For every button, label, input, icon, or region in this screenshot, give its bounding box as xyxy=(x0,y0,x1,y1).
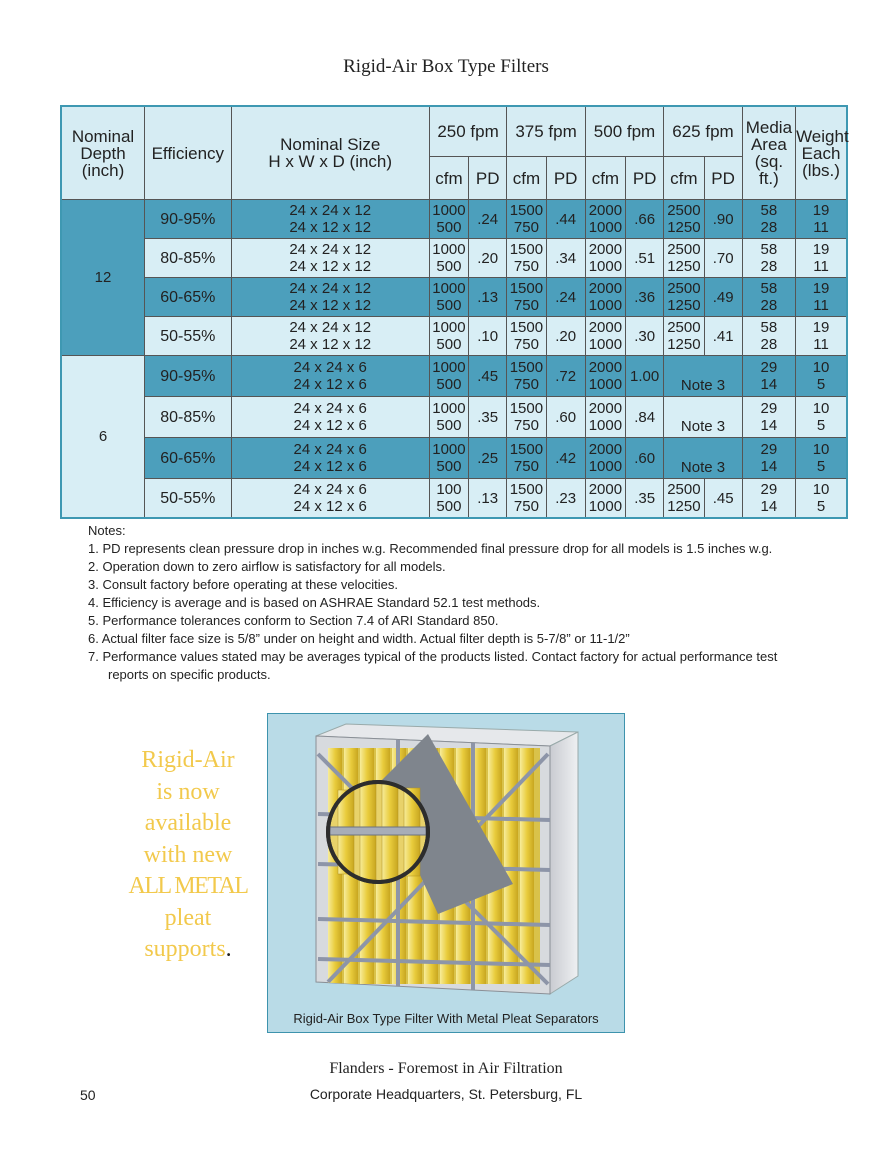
pd-cell: .24 xyxy=(469,200,507,239)
pd-cell: .66 xyxy=(626,200,664,239)
pd-cell: .72 xyxy=(546,356,585,397)
efficiency-cell: 60-65% xyxy=(145,438,232,479)
table-header xyxy=(61,106,847,200)
pd-cell: .45 xyxy=(469,356,507,397)
efficiency-cell: 90-95% xyxy=(145,356,232,397)
media-area-cell: 58 28 xyxy=(742,317,795,356)
table-row xyxy=(61,397,847,438)
cfm-cell: 2500 1250 xyxy=(664,278,704,317)
pd-cell: .84 xyxy=(626,397,664,438)
header-pd: PD xyxy=(546,157,585,200)
pd-cell: .34 xyxy=(546,239,585,278)
note-item: 7. Performance values stated may be averages typical of the products listed. Contact factory for actual performance test xyxy=(88,649,778,664)
table-row xyxy=(61,479,847,519)
pd-cell: .13 xyxy=(469,278,507,317)
media-area-cell: 29 14 xyxy=(742,438,795,479)
promo-line: available xyxy=(144,810,232,836)
header-media-area: Media Area (sq. ft.) xyxy=(742,106,795,200)
depth-cell: 12 xyxy=(61,200,145,356)
pd-cell: .60 xyxy=(546,397,585,438)
pd-cell: .60 xyxy=(626,438,664,479)
header-250-fpm: 250 fpm xyxy=(429,106,506,157)
cfm-cell: 2500 1250 xyxy=(664,317,704,356)
pd-cell: .24 xyxy=(546,278,585,317)
promo-line: is now xyxy=(156,778,220,805)
cfm-cell: 100 500 xyxy=(429,479,468,519)
weight-cell: 19 11 xyxy=(796,239,847,278)
cfm-cell: 2500 1250 xyxy=(664,239,704,278)
cfm-cell: 1000 500 xyxy=(429,356,468,397)
product-image-panel xyxy=(267,713,625,1033)
cfm-cell: 1500 750 xyxy=(507,239,546,278)
pd-cell: .44 xyxy=(546,200,585,239)
weight-cell: 10 5 xyxy=(796,438,847,479)
weight-cell: 10 5 xyxy=(796,397,847,438)
table-row xyxy=(61,278,847,317)
pd-cell: .35 xyxy=(469,397,507,438)
header-cfm: cfm xyxy=(429,157,468,200)
cfm-cell: 2000 1000 xyxy=(585,438,625,479)
promo-line: with new xyxy=(143,841,233,868)
pd-cell: .20 xyxy=(546,317,585,356)
cfm-cell: 1000 500 xyxy=(429,239,468,278)
header-cfm: cfm xyxy=(664,157,704,200)
header-cfm: cfm xyxy=(585,157,625,200)
table-row xyxy=(61,438,847,479)
pd-cell: .35 xyxy=(626,479,664,519)
footer-tagline: Flanders - Foremost in Air Filtration xyxy=(329,1060,563,1077)
pd-cell: .49 xyxy=(704,278,742,317)
cfm-cell: 2500 1250 xyxy=(664,200,704,239)
note-item: 2. Operation down to zero airflow is satisfactory for all models. xyxy=(88,559,446,574)
size-cell: 24 x 24 x 12 24 x 12 x 12 xyxy=(231,200,429,239)
promo-line: pleat xyxy=(164,904,212,931)
header-pd: PD xyxy=(469,157,507,200)
media-area-cell: 58 28 xyxy=(742,239,795,278)
header-pd: PD xyxy=(704,157,742,200)
efficiency-cell: 50-55% xyxy=(145,479,232,519)
cfm-cell: 1500 750 xyxy=(507,200,546,239)
note-item: 3. Consult factory before operating at these velocities. xyxy=(88,577,399,592)
media-area-cell: 58 28 xyxy=(742,200,795,239)
efficiency-cell: 60-65% xyxy=(145,278,232,317)
header-500-fpm: 500 fpm xyxy=(585,106,663,157)
header-weight: Weight Each (lbs.) xyxy=(796,106,847,200)
pd-cell: .13 xyxy=(469,479,507,519)
pd-cell: .10 xyxy=(469,317,507,356)
note-item: 1. PD represents clean pressure drop in inches w.g. Recommended final pressure drop for all models is 1.5 inches w.g. xyxy=(88,541,773,556)
cfm-cell: 2000 1000 xyxy=(585,239,625,278)
pd-cell: .42 xyxy=(546,438,585,479)
cfm-cell: 1000 500 xyxy=(429,200,468,239)
pd-cell: .70 xyxy=(704,239,742,278)
cfm-cell: 2000 1000 xyxy=(585,479,625,519)
table-row xyxy=(61,239,847,278)
size-cell: 24 x 24 x 12 24 x 12 x 12 xyxy=(231,278,429,317)
cfm-cell: 1500 750 xyxy=(507,397,546,438)
promo-line: supports. xyxy=(144,936,232,962)
pd-cell: .30 xyxy=(626,317,664,356)
notes-section xyxy=(88,522,848,684)
cfm-cell: 1500 750 xyxy=(507,438,546,479)
pd-cell: 1.00 xyxy=(626,356,664,397)
header-625-fpm: 625 fpm xyxy=(664,106,742,157)
image-caption: Rigid-Air Box Type Filter With Metal Pleat Separators xyxy=(293,1011,599,1026)
cfm-cell: 2000 1000 xyxy=(585,397,625,438)
cfm-cell: 1000 500 xyxy=(429,317,468,356)
cfm-cell: 2000 1000 xyxy=(585,200,625,239)
efficiency-cell: 90-95% xyxy=(145,200,232,239)
weight-cell: 19 11 xyxy=(796,200,847,239)
size-cell: 24 x 24 x 12 24 x 12 x 12 xyxy=(231,317,429,356)
pd-cell: .41 xyxy=(704,317,742,356)
cfm-cell: 1500 750 xyxy=(507,356,546,397)
efficiency-cell: 80-85% xyxy=(145,397,232,438)
note-item: 6. Actual filter face size is 5/8” under on height and width. Actual filter depth is 5-7/8” or 11-1/2” xyxy=(88,631,630,646)
note-item: 4. Efficiency is average and is based on ASHRAE Standard 52.1 test methods. xyxy=(88,595,541,610)
table-row xyxy=(61,356,847,397)
efficiency-cell: 80-85% xyxy=(145,239,232,278)
size-cell: 24 x 24 x 6 24 x 12 x 6 xyxy=(231,438,429,479)
size-cell: 24 x 24 x 6 24 x 12 x 6 xyxy=(231,397,429,438)
header-nominal-size: Nominal Size H x W x D (inch) xyxy=(231,106,429,200)
footer-headquarters: Corporate Headquarters, St. Petersburg, FL xyxy=(309,1086,583,1102)
notes-heading: Notes: xyxy=(88,523,126,538)
pd-cell: .25 xyxy=(469,438,507,479)
pd-cell: .51 xyxy=(626,239,664,278)
cfm-cell: 1000 500 xyxy=(429,438,468,479)
cfm-cell: 1500 750 xyxy=(507,479,546,519)
pd-cell: .36 xyxy=(626,278,664,317)
weight-cell: 10 5 xyxy=(796,356,847,397)
header-pd: PD xyxy=(626,157,664,200)
promo-line: Rigid-Air xyxy=(141,747,235,773)
size-cell: 24 x 24 x 6 24 x 12 x 6 xyxy=(231,356,429,397)
cfm-cell: 2500 1250 xyxy=(664,479,704,519)
cfm-cell: 1500 750 xyxy=(507,317,546,356)
header-cfm: cfm xyxy=(507,157,546,200)
note-3-cell: Note 3 xyxy=(664,397,742,438)
media-area-cell: 29 14 xyxy=(742,397,795,438)
table-row xyxy=(61,200,847,239)
promo-text xyxy=(118,745,258,966)
filter-spec-table xyxy=(60,105,848,519)
pd-cell: .23 xyxy=(546,479,585,519)
table-row xyxy=(61,317,847,356)
size-cell: 24 x 24 x 12 24 x 12 x 12 xyxy=(231,239,429,278)
pd-cell: .20 xyxy=(469,239,507,278)
page-title: Rigid-Air Box Type Filters xyxy=(343,56,549,77)
efficiency-cell: 50-55% xyxy=(145,317,232,356)
cfm-cell: 2000 1000 xyxy=(585,356,625,397)
cfm-cell: 1000 500 xyxy=(429,278,468,317)
pd-cell: .45 xyxy=(704,479,742,519)
media-area-cell: 29 14 xyxy=(742,356,795,397)
header-375-fpm: 375 fpm xyxy=(507,106,585,157)
page-number: 50 xyxy=(80,1087,96,1103)
media-area-cell: 58 28 xyxy=(742,278,795,317)
cfm-cell: 2000 1000 xyxy=(585,278,625,317)
note-item-continuation: reports on specific products. xyxy=(108,667,271,682)
note-3-cell: Note 3 xyxy=(664,438,742,479)
header-efficiency: Efficiency xyxy=(145,106,232,200)
weight-cell: 19 11 xyxy=(796,317,847,356)
size-cell: 24 x 24 x 6 24 x 12 x 6 xyxy=(231,479,429,519)
filter-illustration-icon xyxy=(268,714,623,1004)
promo-line: ALL METAL xyxy=(128,873,248,899)
depth-cell: 6 xyxy=(61,356,145,519)
header-depth: Nominal Depth (inch) xyxy=(61,106,145,200)
table-body xyxy=(61,200,847,519)
weight-cell: 19 11 xyxy=(796,278,847,317)
cfm-cell: 2000 1000 xyxy=(585,317,625,356)
cfm-cell: 1500 750 xyxy=(507,278,546,317)
media-area-cell: 29 14 xyxy=(742,479,795,519)
pd-cell: .90 xyxy=(704,200,742,239)
note-3-cell: Note 3 xyxy=(664,356,742,397)
weight-cell: 10 5 xyxy=(796,479,847,519)
note-item: 5. Performance tolerances conform to Section 7.4 of ARI Standard 850. xyxy=(88,613,499,628)
cfm-cell: 1000 500 xyxy=(429,397,468,438)
